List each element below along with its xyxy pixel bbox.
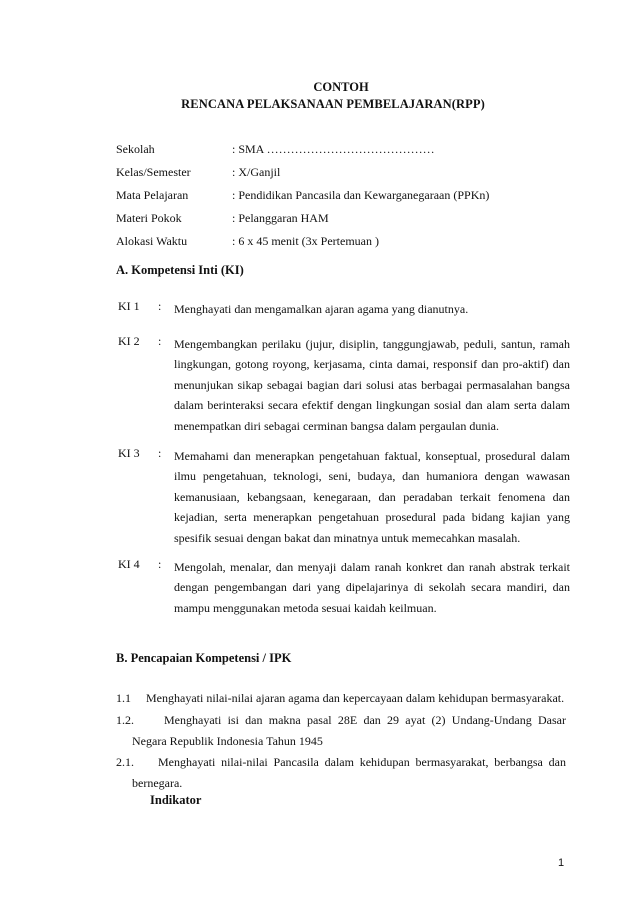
doc-subtitle: RENCANA PELAKSANAAN PEMBELAJARAN(RPP) xyxy=(181,97,485,111)
ipk-number: 1.2. xyxy=(116,713,134,727)
ki-code: KI 2 xyxy=(118,334,140,348)
ki-text: Mengolah, menalar, dan menyaji dalam ranah konkret dan ranah abstrak terkait dengan pengembangan dari yang dipelajarinya di sekolah secara mandiri, dan mampu menggunakan metoda sesuai kaidah keilmuan. xyxy=(174,560,570,615)
ipk-number: 1.1 xyxy=(116,691,131,705)
ki-code: KI 1 xyxy=(118,299,140,313)
ipk-text xyxy=(116,752,566,793)
ki-code: KI 3 xyxy=(118,446,140,460)
meta-value: : 6 x 45 menit (3x Pertemuan ) xyxy=(232,234,379,248)
indikator-heading: Indikator xyxy=(150,793,202,807)
section-a-heading: A. Kompetensi Inti (KI) xyxy=(116,263,244,277)
ipk-text-content: Menghayati isi dan makna pasal 28E dan 29 ayat (2) Undang-Undang Dasar Negara Republik Indonesia Tahun 1945 xyxy=(132,713,566,748)
meta-label: Mata Pelajaran xyxy=(116,188,189,202)
meta-value: : X/Ganjil xyxy=(232,165,281,179)
ipk-text xyxy=(116,710,566,751)
meta-label: Materi Pokok xyxy=(116,211,182,225)
meta-label: Sekolah xyxy=(116,142,155,156)
meta-label: Kelas/Semester xyxy=(116,165,191,179)
section-b-heading: B. Pencapaian Kompetensi / IPK xyxy=(116,651,292,665)
doc-title: CONTOH xyxy=(313,80,369,94)
ipk-item-1-2 xyxy=(116,710,566,751)
ki-colon: : xyxy=(158,557,162,571)
ki-colon: : xyxy=(158,446,162,460)
ki-code: KI 4 xyxy=(118,557,140,571)
ki-text: Memahami dan menerapkan pengetahuan faktual, konseptual, prosedural dalam ilmu pengetahuan, teknologi, seni, budaya, dan humaniora dengan wawasan kemanusiaan, kebangsaan, kenegaraan, dan peradaban terkait fenomena dan kejadian, serta menerapkan pengetahuan prosedural pada bidang kajian yang spesifik sesuai dengan bakat dan minatnya untuk memecahkan masalah. xyxy=(174,449,570,545)
ipk-item-2-1 xyxy=(116,752,566,793)
ki-colon: : xyxy=(158,299,162,313)
meta-label: Alokasi Waktu xyxy=(116,234,188,248)
ipk-text: Menghayati nilai-nilai ajaran agama dan kepercayaan dalam kehidupan bermasyarakat. xyxy=(146,691,565,705)
ki-text: Menghayati dan mengamalkan ajaran agama yang dianutnya. xyxy=(174,302,469,316)
meta-value: : SMA …………………………………… xyxy=(232,142,435,156)
ki-text: Mengembangkan perilaku (jujur, disiplin, tanggungjawab, peduli, santun, ramah lingkungan, gotong royong, kerjasama, cinta damai, responsif dan pro-aktif) dan menunjukan sikap sebagai bagian dari solusi atas berbagai permasalahan bangsa dalam berinteraksi secara efektif dengan lingkungan sosial dan alam serta dalam menempatkan diri sebagai cerminan bangsa dalam pergaulan dunia. xyxy=(174,337,570,433)
ipk-number: 2.1. xyxy=(116,755,134,769)
ki-colon: : xyxy=(158,334,162,348)
ipk-text-content: Menghayati nilai-nilai Pancasila dalam kehidupan bermasyarakat, berbangsa dan bernegara. xyxy=(132,755,566,790)
page-number: 1 xyxy=(558,857,565,869)
meta-value: : Pelanggaran HAM xyxy=(232,211,329,225)
meta-value: : Pendidikan Pancasila dan Kewarganegaraan (PPKn) xyxy=(232,188,490,202)
ipk-item-1-1 xyxy=(116,688,566,709)
